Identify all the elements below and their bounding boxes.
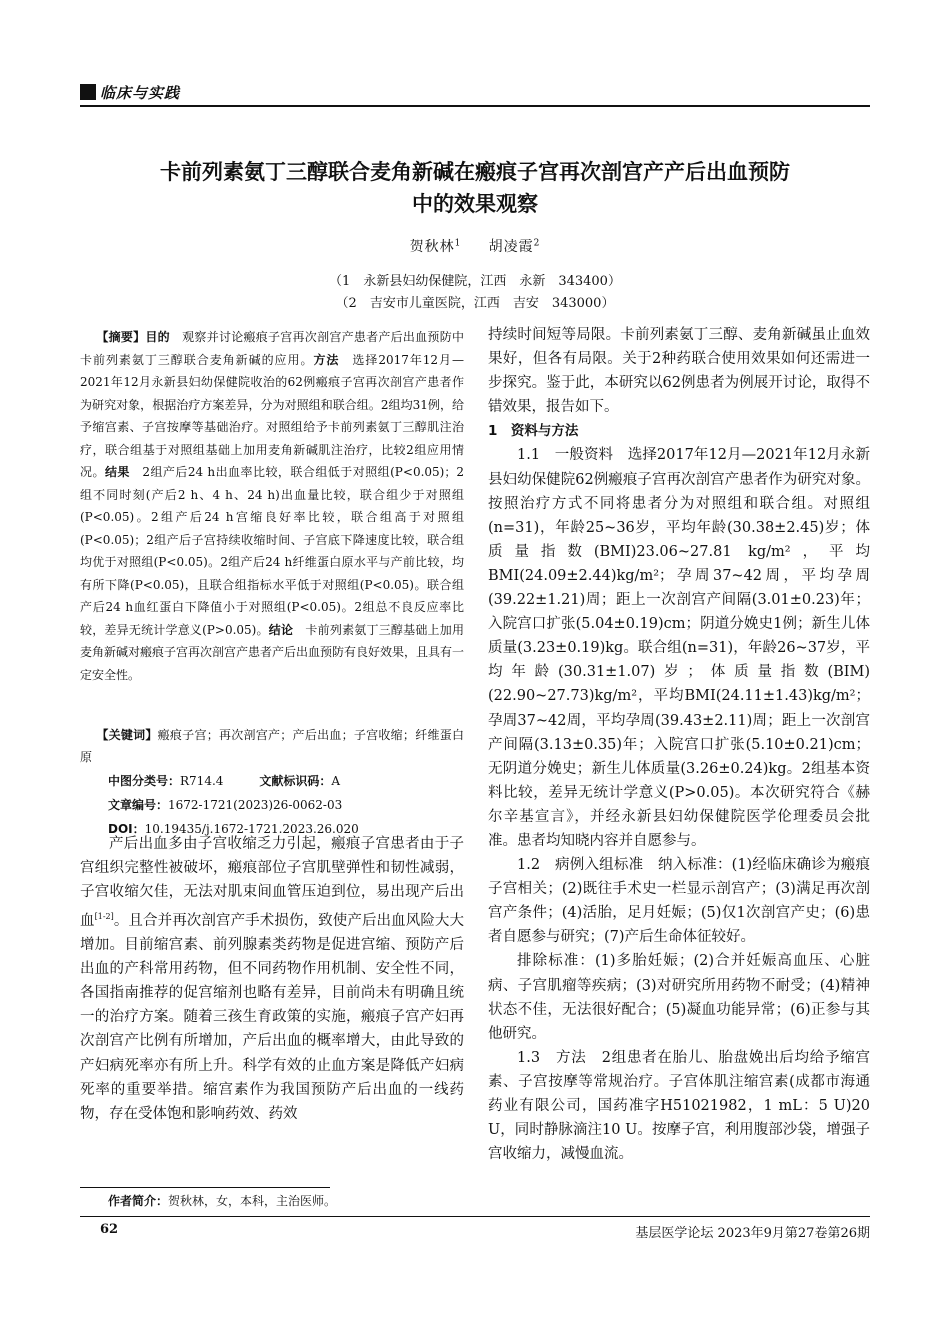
doi-label: DOI： — [108, 822, 145, 836]
header-block-icon — [80, 84, 96, 100]
article-no-label: 文章编号： — [108, 798, 169, 812]
affiliation-1: （1 永新县妇幼保健院，江西 永新 343400） — [329, 274, 621, 289]
author-1-affil: 1 — [454, 238, 462, 249]
exclusion-criteria: 排除标准：(1)多胎妊娠；(2)合并妊娠高血压、心脏病、子宫肌瘤等疾病；(3)对研究所用药物不耐受；(4)精神状态不佳，无法很好配合；(5)凝血功能异常；(6)正参与其他研究。 — [488, 953, 870, 1042]
article-title — [80, 156, 870, 220]
classification-row-1 — [108, 772, 340, 789]
results-text: 2组产后24 h出血率比较，联合组低于对照组(P<0.05)；2组不同时刻(产后2 h、4 h、24 h)出血量比较，联合组少于对照组(P<0.05)。2组产后24 h宫缩良好率比较，联合组高于对照组(P<0.05)；2组产后子宫持续收缩时间、子宫底下降速度比较，联合组均优于对照组(P<0.05)。2组产后24 h纤维蛋白原水平与产前比较，均有所下降(P<0.05)，且联合组指标水平低于对照组(P<0.05)。联合组产后24 h血红蛋白下降值小于对照组(P<0.05)。2组总不良反应率比较，差异无统计学意义(P>0.05)。 — [80, 465, 464, 637]
methods-label: 方法 — [313, 352, 340, 367]
affiliation-2: （2 吉安市儿童医院，江西 吉安 343000） — [335, 296, 615, 311]
footnote-text: 贺秋林，女，本科，主治医师。 — [168, 1194, 337, 1208]
section-1-2: 1.2 病例入组标准 纳入标准：(1)经临床确诊为瘢痕子宫相关；(2)既往手术史一栏显示剖宫产；(3)满足再次剖宫产条件；(4)活胎，足月妊娠；(5)仅1次剖宫产史；(6)患者自愿参与研究；(7)产后生命体征较好。 — [488, 857, 870, 946]
right-paragraph-0: 持续时间短等局限。卡前列素氨丁三醇、麦角新碱虽止血效果好，但各有局限。关于2种药联合使用效果如何还需进一步探究。鉴于此，本研究以62例患者为例展开讨论，取得不错效果，报告如下。 — [488, 327, 870, 416]
author-2-affil: 2 — [533, 238, 541, 249]
intro-citation: [1-2] — [94, 911, 114, 921]
author-2: 胡凌霞 — [488, 239, 534, 255]
results-label: 结果 — [104, 465, 130, 479]
objective-label: 目的 — [145, 330, 170, 344]
doi-value: 10.19435/j.1672-1721.2023.26.020 — [144, 822, 359, 836]
footnote-label: 作者简介： — [108, 1194, 169, 1208]
keywords-label: 【关键词】 — [96, 728, 158, 742]
journal-info: 基层医学论坛 2023年9月第27卷第26期 — [635, 1226, 870, 1241]
clc-value: R714.4 — [180, 774, 224, 788]
intro-text-2: 。且合并再次剖宫产手术损伤，致使产后出血风险大大增加。目前缩宫素、前列腺素类药物是促进宫缩、预防产后出血的产科常用药物，但不同药物作用机制、安全性不同，各国指南推荐的促宫缩剂也略有差异，目前尚未有明确且统一的治疗方案。随着三孩生育政策的实施，瘢痕子宫产妇再次剖宫产比例有所增加，产后出血的概率增大，由此导致的产妇病死率亦有所上升。科学有效的止血方案是降低产妇病死率的重要举措。缩宫素作为我国预防产后出血的一线药物，存在受体饱和影响药效、药效 — [80, 912, 465, 1123]
clc-label: 中图分类号： — [108, 774, 181, 788]
right-column — [488, 323, 870, 1166]
doc-value: A — [331, 774, 341, 788]
section-heading-1: 1 资料与方法 — [488, 423, 579, 440]
introduction-paragraph — [80, 832, 464, 1126]
section-header — [80, 80, 870, 108]
keywords-text: 瘢痕子宫；再次剖宫产；产后出血；子宫收缩；纤维蛋白原 — [80, 728, 464, 764]
section-1-1: 1.1 一般资料 选择2017年12月—2021年12月永新县妇幼保健院62例瘢痕子宫再次剖宫产患者作为研究对象。按照治疗方式不同将患者分为对照组和联合组。对照组(n=31)，年龄25~36岁，平均年龄(30.38±2.45)岁；体质量指数(BMI)23.06~27.81 kg/m²，平均BMI(24.09±2.44)kg/m²；孕周37~42周，平均孕周(39.22±1.21)周；距上一次剖宫产间隔(3.01±0.23)年；入院宫口扩张(5.04±0.19)cm；阴道分娩史1例；新生儿体质量(3.23±0.19)kg。联合组(n=31)，年龄26~37岁，平均年龄(30.31±1.07)岁；体质量指数(BIM)(22.90~27.73)kg/m²，平均BMI(24.11±1.43)kg/m²；孕周37~42周，平均孕周(39.43±2.11)周；距上一次剖宫产间隔(3.13±0.35)年；入院宫口扩张(5.10±0.21)cm；无阴道分娩史；新生儿体质量(3.26±0.24)kg。2组基本资料比较，差异无统计学意义(P>0.05)。本次研究符合《赫尔辛基宣言》，并经永新县妇幼保健院医学伦理委员会批准。患者均知晓内容并自愿参与。 — [488, 447, 870, 849]
intro-text-1: 产后出血多由子宫收缩乏力引起，瘢痕子宫患者由于子宫组织完整性被破坏，瘢痕部位子宫肌壁弹性和韧性减弱，子宫收缩欠佳，无法对肌束间血管压迫到位，易出现产后出血 — [80, 836, 464, 929]
header-rule — [80, 105, 870, 107]
keywords — [80, 724, 464, 768]
author-footnote — [108, 1192, 336, 1209]
author-1: 贺秋林 — [409, 239, 455, 255]
objective-text: 观察并讨论瘢痕子宫再次剖宫产患者产后出血预防中卡前列素氨丁三醇联合麦角新碱的应用。 — [80, 330, 464, 367]
conclusion-text: 卡前列素氨丁三醇基础上加用麦角新碱对瘢痕子宫再次剖宫产患者产后出血预防有良好效果，且具有一定安全性。 — [80, 622, 465, 682]
footer-rule — [80, 1216, 870, 1217]
abstract-label: 【摘要】 — [96, 330, 146, 344]
title-line-2: 中的效果观察 — [412, 192, 538, 216]
section-label: 临床与实践 — [100, 84, 181, 102]
doc-label: 文献标识码： — [259, 774, 332, 788]
section-1-3: 1.3 方法 2组患者在胎儿、胎盘娩出后均给予缩宫素、子宫按摩等常规治疗。子宫体肌注缩宫素(成都市海通药业有限公司，国药准字H51021982，1 mL：5 U)20 U，同时静脉滴注10 U。按摩子宫，利用腹部沙袋，增强子宫收缩力，减慢血流。 — [488, 1049, 870, 1163]
conclusion-label: 结论 — [268, 622, 294, 637]
authors — [80, 236, 870, 256]
article-no-value: 1672-1721(2023)26-0062-03 — [168, 798, 343, 812]
page-number: 62 — [100, 1222, 119, 1237]
methods-text: 选择2017年12月—2021年12月永新县妇幼保健院收治的62例瘢痕子宫再次剖宫产患者作为研究对象，根据治疗方案差异，分为对照组和联合组。2组均31例，给予缩宫素、子宫按摩等基础治疗。对照组给予卡前列素氨丁三醇肌注治疗，联合组基于对照组基础上加用麦角新碱肌注治疗，比较2组应用情况。 — [80, 352, 464, 479]
classification-row-2 — [108, 796, 342, 813]
abstract — [80, 326, 464, 686]
title-line-1: 卡前列素氨丁三醇联合麦角新碱在瘢痕子宫再次剖宫产产后出血预防 — [160, 160, 790, 184]
footnote-rule — [80, 1187, 330, 1188]
